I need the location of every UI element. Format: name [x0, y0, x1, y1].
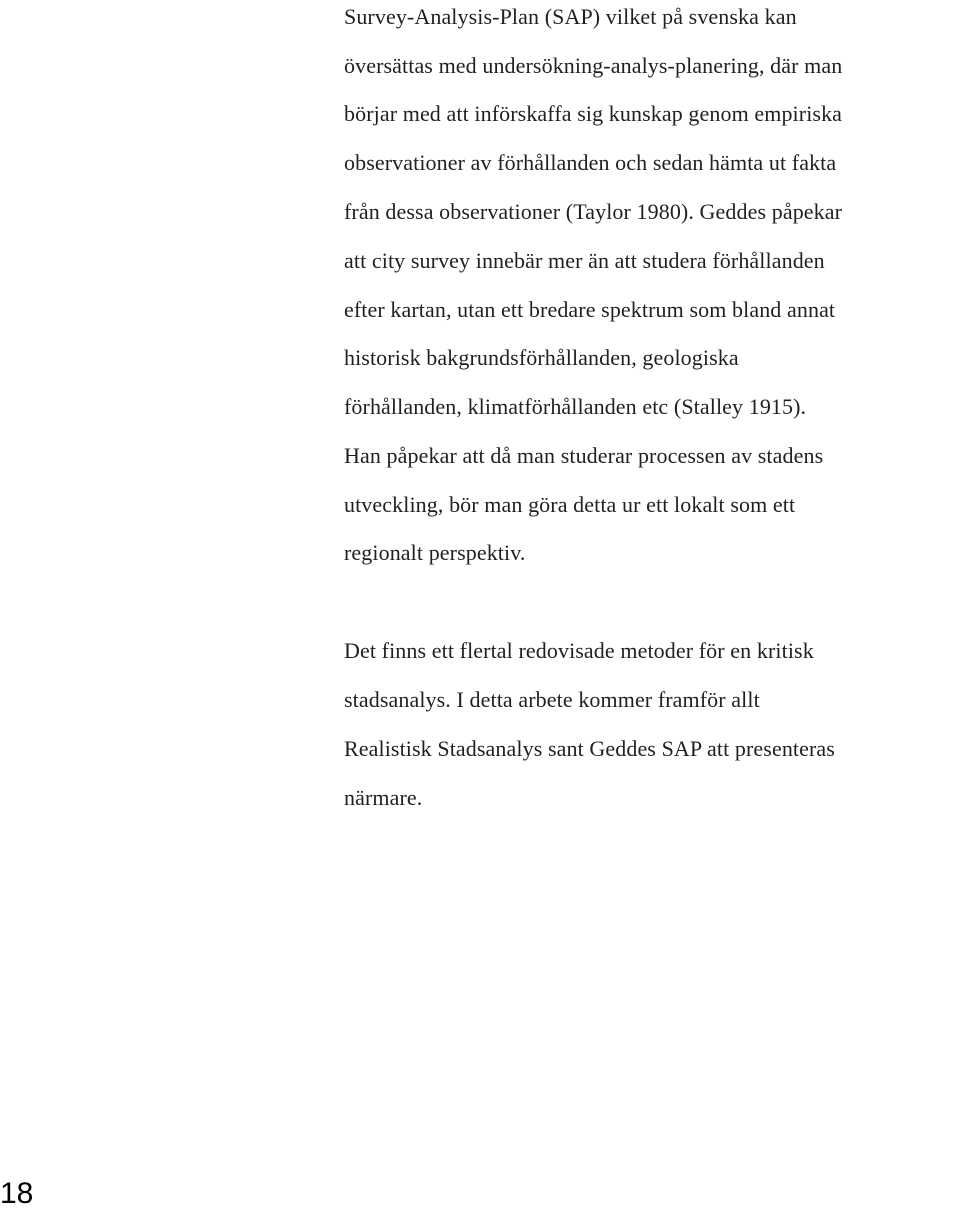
- paragraph-line: historisk bakgrundsförhållanden, geologiska: [344, 345, 739, 370]
- paragraph-line: Survey-Analysis-Plan (SAP) vilket på svenska kan: [344, 4, 797, 29]
- paragraph-line: efter kartan, utan ett bredare spektrum som bland annat: [344, 297, 836, 322]
- paragraph-line: översättas med undersökning-analys-planering, där man: [344, 53, 843, 78]
- paragraph-line: att city survey innebär mer än att studera förhållanden: [344, 248, 825, 273]
- page-number: 18: [0, 1177, 34, 1210]
- paragraph-line: Realistisk Stadsanalys sant Geddes SAP att presenteras: [344, 736, 835, 761]
- paragraph-line: från dessa observationer (Taylor 1980). Geddes påpekar: [344, 199, 843, 224]
- paragraph-line: Han påpekar att då man studerar processen av stadens: [344, 443, 824, 468]
- paragraph-line: förhållanden, klimatförhållanden etc (Stalley 1915).: [344, 394, 807, 419]
- paragraph-line: utveckling, bör man göra detta ur ett lokalt som ett: [344, 492, 796, 517]
- paragraph-line: observationer av förhållanden och sedan hämta ut fakta: [344, 150, 837, 175]
- paragraph-line: börjar med att införskaffa sig kunskap genom empiriska: [344, 101, 843, 126]
- paragraph-line: regionalt perspektiv.: [344, 540, 526, 565]
- paragraph-line: närmare.: [344, 785, 423, 810]
- paragraph-line: Det finns ett flertal redovisade metoder för en kritisk: [344, 638, 814, 663]
- paragraph-line: stadsanalys. I detta arbete kommer framför allt: [344, 687, 760, 712]
